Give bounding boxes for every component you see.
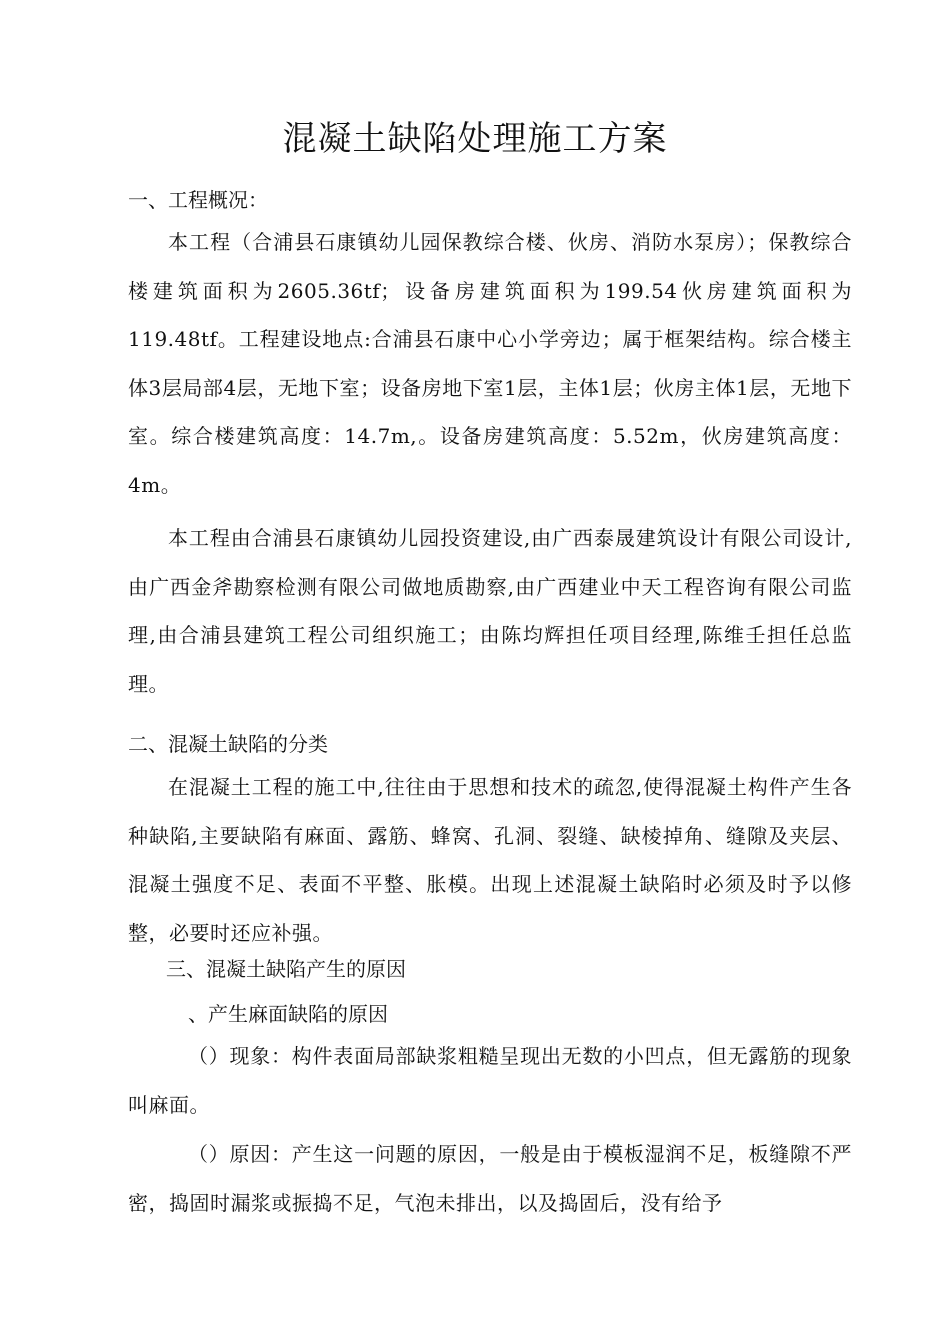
classification-paragraph: 在混凝土工程的施工中,往往由于思想和技术的疏忽,使得混凝土构件产生各种缺陷,主要缺陷有麻面、露筋、蜂窝、孔洞、裂缝、缺棱掉角、缝隙及夹层、混凝土强度不足、表面不平整、胀模。出现上述混凝土缺陷时必须及时予以修整，必要时还应补强。	[128, 775, 852, 945]
overview-paragraph-1: 本工程（合浦县石康镇幼儿园保教综合楼、伙房、消防水泵房）；保教综合楼建筑面积为2605.36tf；设备房建筑面积为199.54伙房建筑面积为119.48tf。工程建设地点:合浦县石康中心小学旁边；属于框架结构。综合楼主体3层局部4层，无地下室；设备房地下室1层，主体1层；伙房主体1层，无地下室。综合楼建筑高度：14.7m,。设备房建筑高度：5.52m，伙房建筑高度：4m。	[128, 230, 852, 497]
subheading-pitting-causes: 、产生麻面缺陷的原因	[188, 1002, 388, 1026]
overview-paragraph-2: 本工程由合浦县石康镇幼儿园投资建设,由广西泰晟建筑设计有限公司设计,由广西金斧勘察检测有限公司做地质勘察,由广西建业中天工程咨询有限公司监理,由合浦县建筑工程公司组织施工；由陈均辉担任项目经理,陈维壬担任总监理。	[128, 526, 852, 696]
pitting-phenomenon-paragraph: （）现象：构件表面局部缺浆粗糙呈现出无数的小凹点，但无露筋的现象叫麻面。	[128, 1044, 852, 1117]
document-title: 混凝土缺陷处理施工方案	[282, 119, 668, 159]
pitting-cause-paragraph: （）原因：产生这一问题的原因，一般是由于模板湿润不足，板缝隙不严密，捣固时漏浆或振捣不足，气泡未排出，以及捣固后，没有给予	[128, 1142, 852, 1215]
section-heading-overview: 一、工程概况：	[128, 188, 268, 212]
section-heading-classification: 二、混凝土缺陷的分类	[128, 732, 328, 756]
section-heading-causes: 三、混凝土缺陷产生的原因	[166, 957, 406, 981]
